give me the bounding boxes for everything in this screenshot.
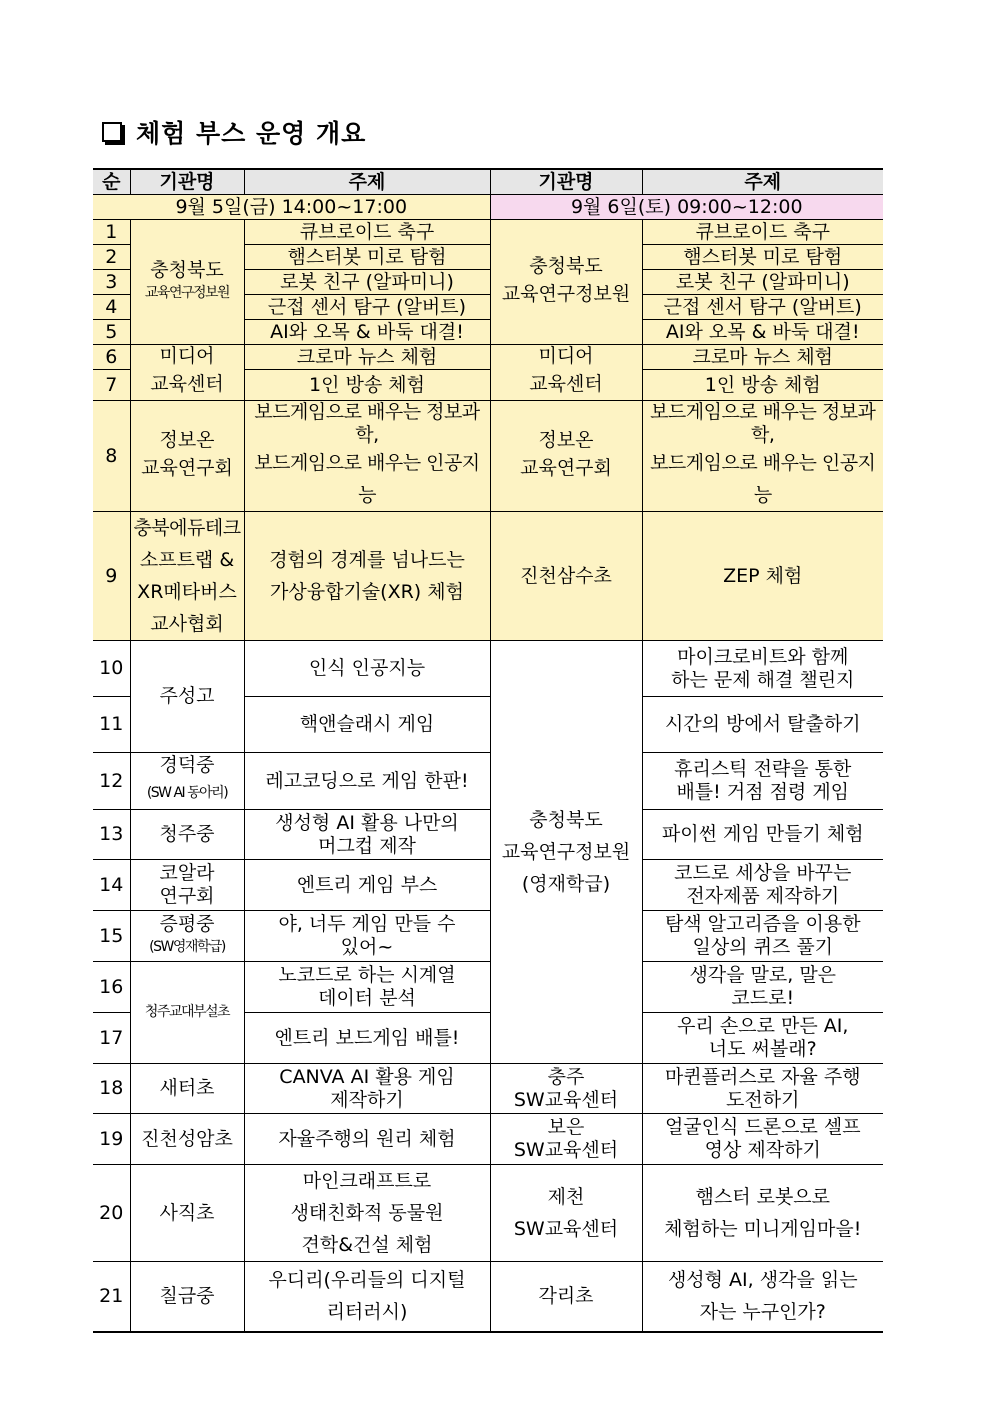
org-name: 증평중 [159,913,215,935]
org-name: 경덕중 [159,753,215,776]
topic-line: 있어~ [340,936,394,958]
topic-line: 탐색 알고리즘을 이용한 [664,913,861,935]
topic-line: 마인크래프트로 [302,1170,432,1192]
topic-cell: 큐브로이드 축구 [642,220,883,245]
topic-line: 보드게임으로 배우는 정보과학, [254,401,480,446]
topic-line: 마이크로비트와 함께 [677,645,849,668]
org-name-sub: 연구회 [159,885,215,907]
topic-line: 마퀸플러스로 자율 주행 [664,1065,861,1088]
table-row [93,1165,883,1262]
org-cell [490,641,642,1064]
org-name-sub: 교육센터 [150,373,224,395]
org-name-sub: 교육연구회 [520,456,612,479]
section-title: 체험 부스 운영 개요 [136,119,367,148]
col-topic-sat: 주제 [642,169,883,195]
org-cell [130,220,244,345]
org-name-sub: 교육연구정보원 [144,285,230,301]
org-name: 충주 [547,1065,585,1088]
topic-cell: 햄스터봇 미로 탐험 [244,245,490,270]
topic-line: 전자제품 제작하기 [686,885,840,907]
org-name: 코알라 [159,862,215,884]
topic-line: 머그컵 제작 [318,834,416,857]
topic-cell [642,401,883,512]
topic-line: 휴리스틱 전략을 통한 [674,758,852,780]
row-number: 6 [93,345,130,370]
topic-line: 보드게임으로 배우는 인공지능 [650,452,876,506]
topic-line: 생성형 AI, 생각을 읽는 [667,1269,858,1292]
topic-cell [244,512,490,641]
topic-line: 야, 너두 게임 만들 수 [278,913,456,935]
org-cell: 새터초 [130,1064,244,1114]
topic-line: 영상 제작하기 [704,1139,821,1161]
org-name-sub: (영재학급) [521,873,611,895]
col-topic-fri: 주제 [244,169,490,195]
topic-line: 배틀! 거점 점령 게임 [676,781,850,803]
topic-cell [642,911,883,962]
org-cell [490,1165,642,1262]
org-cell: 청주교대부설초 [130,962,244,1064]
row-number: 1 [93,220,130,245]
topic-line: 햄스터 로봇으로 [695,1186,831,1208]
topic-cell [642,1262,883,1332]
org-name-sub: 교육센터 [529,373,603,395]
org-name: 제천 [547,1186,585,1208]
row-number: 15 [93,911,130,962]
row-number: 9 [93,512,130,641]
topic-cell: 인식 인공지능 [244,641,490,697]
table-row [93,1262,883,1332]
org-name: 충청북도 [529,809,603,831]
row-number: 2 [93,245,130,270]
org-name: XR메타버스 [137,581,237,603]
topic-cell: 자율주행의 원리 체험 [244,1114,490,1165]
table-row [93,512,883,641]
table-row [93,220,883,245]
session-sat: 9월 6일(토) 09:00~12:00 [490,195,883,220]
topic-cell [244,401,490,512]
row-number: 5 [93,320,130,345]
org-cell [130,911,244,962]
topic-cell [642,753,883,810]
org-cell [490,1114,642,1165]
topic-cell: 크로마 뉴스 체험 [642,345,883,370]
topic-cell: 엔트리 보드게임 배틀! [244,1013,490,1064]
org-cell [490,401,642,512]
topic-line: CANVA AI 활용 게임 [279,1065,455,1088]
org-cell [130,401,244,512]
row-number: 13 [93,810,130,860]
topic-line: 보드게임으로 배우는 정보과학, [650,401,876,446]
topic-line: 코드로! [731,987,795,1009]
row-number: 10 [93,641,130,697]
topic-line: 코드로 세상을 바꾸는 [674,862,852,884]
org-name: 소프트랩 & [139,549,235,571]
topic-line: 자는 누구인가? [699,1301,826,1324]
row-number: 7 [93,370,130,401]
org-cell [490,1064,642,1114]
topic-line: 생성형 AI 활용 나만의 [275,811,459,834]
org-name: 미디어 [159,345,215,367]
table-row [93,962,883,1013]
table-row [93,753,883,810]
topic-cell [642,1013,883,1064]
topic-cell: ZEP 체험 [642,512,883,641]
org-name: 정보온 [159,428,215,451]
row-number: 17 [93,1013,130,1064]
topic-line: 견학&건설 체험 [301,1234,433,1256]
org-cell: 사직초 [130,1165,244,1262]
org-name: 충북에듀테크 [133,517,241,539]
topic-line: 가상융합기술(XR) 체험 [270,581,464,603]
topic-line: 제작하기 [330,1088,404,1111]
org-name-sub: 교육연구회 [141,456,233,479]
org-name: 충청북도 [150,259,224,281]
topic-cell [642,860,883,911]
table-row [93,1064,883,1114]
col-no: 순 [93,169,130,195]
topic-line: 하는 문제 해결 챌린지 [671,668,855,691]
org-cell: 진천성암초 [130,1114,244,1165]
table-row [93,1114,883,1165]
table-row [93,860,883,911]
row-number: 11 [93,697,130,753]
topic-line: 경험의 경계를 넘나드는 [269,549,465,571]
topic-cell: 엔트리 게임 부스 [244,860,490,911]
org-name-sub: SW교육센터 [513,1088,619,1111]
topic-cell: 핵앤슬래시 게임 [244,697,490,753]
topic-cell: 근접 센서 탐구 (알버트) [642,295,883,320]
table-row [93,401,883,512]
topic-line: 우리 손으로 만든 AI, [677,1015,849,1037]
session-fri: 9월 5일(금) 14:00~17:00 [93,195,490,220]
topic-cell: 로봇 친구 (알파미니) [244,270,490,295]
topic-cell: 1인 방송 체험 [642,370,883,401]
topic-line: 우디리(우리들의 디지털 [268,1269,466,1292]
section-heading [102,114,366,150]
col-org-fri: 기관명 [130,169,244,195]
org-name-sub: SW교육센터 [513,1139,619,1161]
header-row [93,169,883,195]
topic-line: 노코드로 하는 시계열 [278,964,456,986]
row-number: 18 [93,1064,130,1114]
topic-line: 일상의 퀴즈 풀기 [692,936,834,958]
topic-cell: 로봇 친구 (알파미니) [642,270,883,295]
org-cell [490,220,642,345]
org-name: 보은 [547,1116,585,1138]
topic-cell: 크로마 뉴스 체험 [244,345,490,370]
topic-line: 체험하는 미니게임마을! [664,1218,862,1240]
org-cell: 각리초 [490,1262,642,1332]
org-cell: 진천삼수초 [490,512,642,641]
topic-cell [642,1064,883,1114]
table-row [93,911,883,962]
table-row [93,641,883,697]
org-cell: 주성고 [130,641,244,753]
row-number: 19 [93,1114,130,1165]
session-row [93,195,883,220]
org-name-sub: (SW AI 동아리) [146,784,228,801]
row-number: 16 [93,962,130,1013]
topic-cell: 근접 센서 탐구 (알버트) [244,295,490,320]
row-number: 20 [93,1165,130,1262]
org-cell: 청주중 [130,810,244,860]
checkbox-square-icon [102,122,122,142]
org-name-sub: (SW영재학급) [149,939,225,955]
row-number: 14 [93,860,130,911]
org-name: 미디어 [538,345,594,367]
topic-cell: AI와 오목 & 바둑 대결! [244,320,490,345]
org-name: 충청북도 [529,254,603,277]
booth-schedule-table [93,168,883,1333]
topic-cell: 파이썬 게임 만들기 체험 [642,810,883,860]
topic-cell: 큐브로이드 축구 [244,220,490,245]
row-number: 4 [93,295,130,320]
topic-cell: 햄스터봇 미로 탐험 [642,245,883,270]
org-cell: 칠금중 [130,1262,244,1332]
topic-cell [642,1114,883,1165]
topic-line: 너도 써볼래? [708,1038,817,1060]
org-cell [130,753,244,810]
row-number: 8 [93,401,130,512]
topic-cell [642,962,883,1013]
topic-cell: 1인 방송 체험 [244,370,490,401]
table-row [93,810,883,860]
org-name: 교사협회 [150,613,224,635]
org-cell [490,345,642,401]
topic-cell [244,911,490,962]
topic-line: 데이터 분석 [318,987,416,1009]
topic-line: 생각을 말로, 말은 [689,964,837,986]
org-cell [130,512,244,641]
topic-cell: 레고코딩으로 게임 한판! [244,753,490,810]
org-name: 정보온 [538,428,594,451]
topic-cell [244,810,490,860]
row-number: 21 [93,1262,130,1332]
org-cell [130,345,244,401]
topic-cell [244,1262,490,1332]
topic-cell [642,1165,883,1262]
topic-cell [642,641,883,697]
topic-cell: AI와 오목 & 바둑 대결! [642,320,883,345]
org-name-sub: 교육연구정보원 [501,282,631,305]
col-org-sat: 기관명 [490,169,642,195]
topic-line: 얼굴인식 드론으로 셀프 [664,1116,861,1138]
topic-cell [244,1064,490,1114]
org-name-sub: 교육연구정보원 [501,841,631,863]
topic-cell [244,1165,490,1262]
topic-cell [244,962,490,1013]
topic-line: 도전하기 [726,1088,800,1111]
topic-line: 리터러시) [326,1301,408,1324]
org-name-sub: SW교육센터 [513,1218,619,1240]
topic-line: 생태친화적 동물원 [290,1202,444,1224]
topic-line: 보드게임으로 배우는 인공지능 [254,452,480,506]
org-cell [130,860,244,911]
row-number: 3 [93,270,130,295]
topic-cell: 시간의 방에서 탈출하기 [642,697,883,753]
table-row [93,345,883,370]
row-number: 12 [93,753,130,810]
